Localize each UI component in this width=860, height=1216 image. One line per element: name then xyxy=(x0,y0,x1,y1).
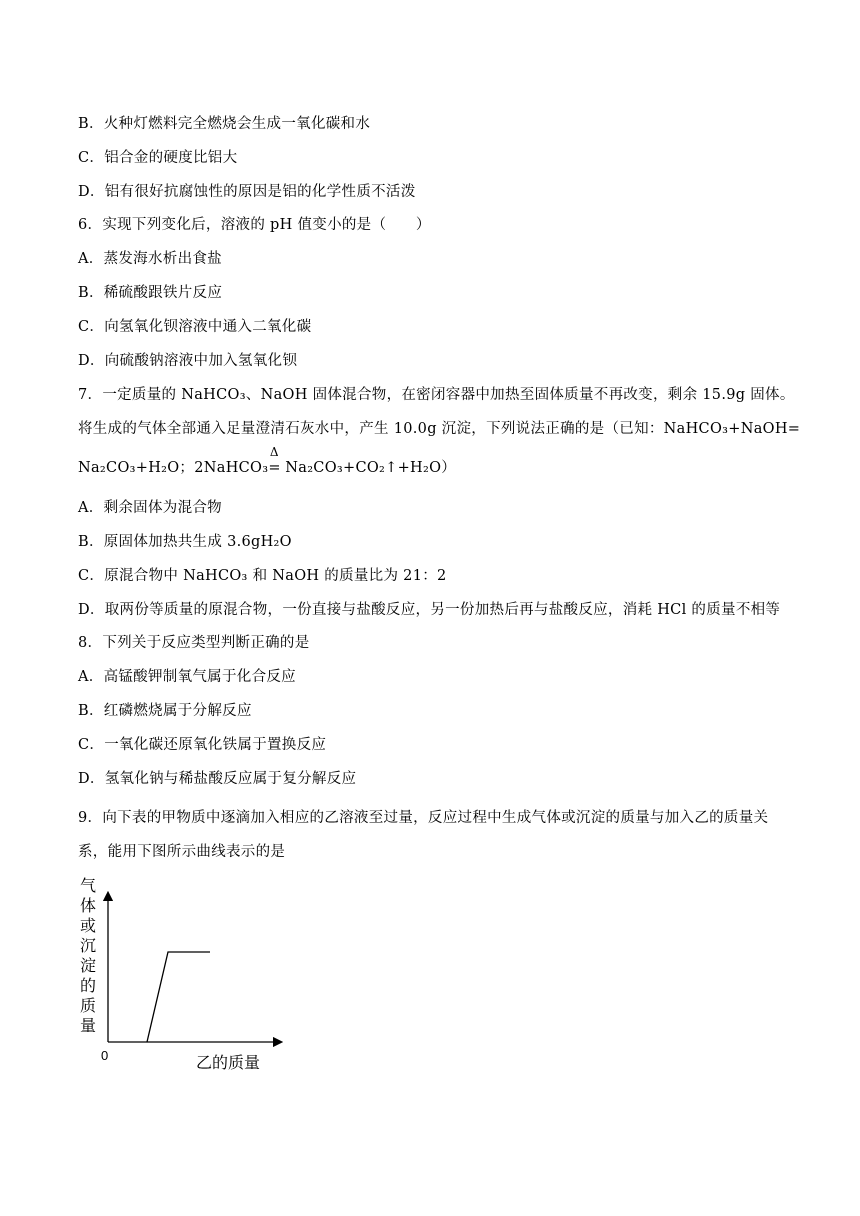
option-5b: B．火种灯燃料完全燃烧会生成一氧化碳和水 xyxy=(78,116,371,132)
question-8: 8．下列关于反应类型判断正确的是 xyxy=(78,635,310,651)
delta-symbol: Δ xyxy=(269,445,279,459)
question-9: 9．向下表的甲物质中逐滴加入相应的乙溶液至过量，反应过程中生成气体或沉淀的质量与加入乙的质量关系，能用下图所示曲线表示的是 xyxy=(78,810,769,860)
option-6d: D．向硫酸钠溶液中加入氢氧化钡 xyxy=(78,353,298,369)
option-8b: B．红磷燃烧属于分解反应 xyxy=(78,703,252,719)
graph-x-axis-label: 乙的质量 xyxy=(196,1053,261,1072)
option-6a: A．蒸发海水析出食盐 xyxy=(78,251,222,267)
curve-line xyxy=(147,952,210,1042)
origin-label: 0 xyxy=(101,1048,109,1063)
option-8d: D．氢氧化钠与稀盐酸反应属于复分解反应 xyxy=(78,771,357,787)
equation-part-1: Na₂CO₃+H₂O；2NaHCO₃ xyxy=(78,460,269,476)
question-7-line-3 xyxy=(78,445,457,477)
question-6: 6．实现下列变化后，溶液的 pH 值变小的是（ ） xyxy=(78,217,431,233)
option-6c: C．向氢氧化钡溶液中通入二氧化碳 xyxy=(78,319,312,335)
option-5c: C．铝合金的硬度比铝大 xyxy=(78,150,238,166)
graph-y-axis-label: 气 体 或 沉 淀 的 质 量 xyxy=(80,876,97,1035)
option-5d: D．铝有很好抗腐蚀性的原因是铝的化学性质不活泼 xyxy=(78,184,416,200)
question-7-line-1: 7．一定质量的 NaHCO₃、NaOH 固体混合物，在密闭容器中加热至固体质量不再改变，剩余 15.9g 固体。 xyxy=(78,387,795,403)
option-7b: B．原固体加热共生成 3.6gH₂O xyxy=(78,534,292,550)
option-7d: D．取两份等质量的原混合物，一份直接与盐酸反应，另一份加热后再与盐酸反应，消耗 HCl 的质量不相等 xyxy=(78,602,781,618)
option-8c: C．一氧化碳还原氧化铁属于置换反应 xyxy=(78,737,327,753)
option-6b: B．稀硫酸跟铁片反应 xyxy=(78,285,223,301)
equation-part-2: Na₂CO₃+CO₂↑+H₂O） xyxy=(285,460,457,476)
option-7a: A．剩余固体为混合物 xyxy=(78,500,222,516)
option-8a: A．高锰酸钾制氧气属于化合反应 xyxy=(78,669,296,685)
question-7-line-2: 将生成的气体全部通入足量澄清石灰水中，产生 10.0g 沉淀，下列说法正确的是（已知：NaHCO₃+NaOH= xyxy=(78,421,801,437)
option-7c: C．原混合物中 NaHCO₃ 和 NaOH 的质量比为 21：2 xyxy=(78,568,447,584)
reaction-curve-graph xyxy=(74,872,284,1072)
heating-equals-sign: Δ = xyxy=(268,445,281,476)
